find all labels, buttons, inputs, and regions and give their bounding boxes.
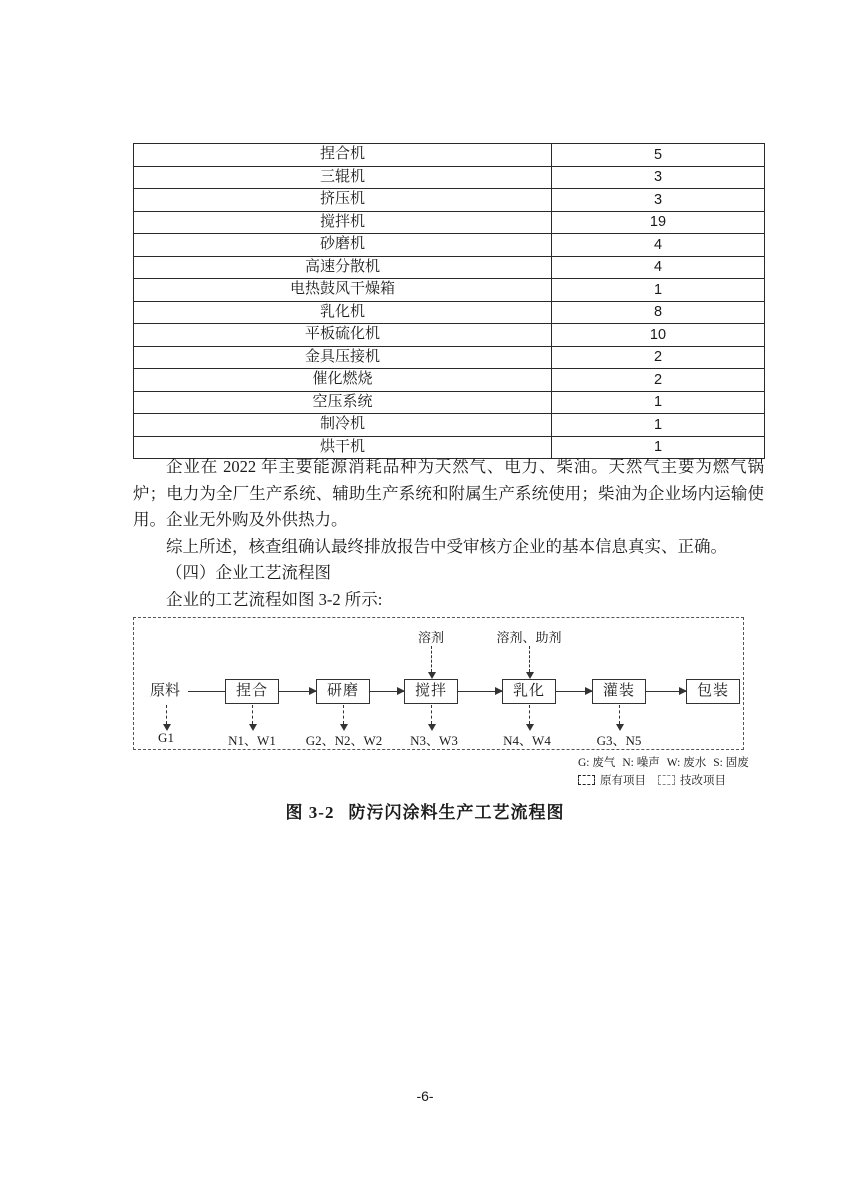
legend-code: W: 废水 (666, 757, 707, 769)
equipment-count-cell: 3 (552, 189, 765, 212)
equipment-count-cell: 3 (552, 166, 765, 189)
equipment-count-cell: 10 (552, 324, 765, 347)
input-label-solvent-additive: 溶剂、助剂 (496, 630, 562, 645)
figure-caption-label: 图 3-2 (285, 803, 335, 822)
legend-codes (578, 754, 756, 770)
paragraph-energy: 企业在 2022 年主要能源消耗品种为天然气、电力、柴油。天然气主要为燃气锅炉；电力为全厂生产系统、辅助生产系统和附属生产系统使用；柴油为企业场内运输使用。企业无外购及外供热力。 (133, 457, 764, 529)
equipment-name-cell: 搅拌机 (134, 211, 552, 234)
dashed-arrow-down-icon (343, 705, 344, 724)
process-step-box: 乳化 (502, 679, 556, 704)
figure-caption (0, 798, 850, 823)
equipment-name-cell: 砂磨机 (134, 234, 552, 257)
equipment-table (133, 143, 765, 459)
equipment-name-cell: 烘干机 (134, 436, 552, 459)
table-row (134, 391, 765, 414)
process-step-box: 搅拌 (404, 679, 458, 704)
arrow-right-icon (458, 691, 502, 692)
equipment-count-cell: 5 (552, 144, 765, 167)
process-step-box: 包装 (686, 679, 740, 704)
equipment-count-cell: 2 (552, 346, 765, 369)
table-row (134, 166, 765, 189)
emission-label: N1、W1 (228, 733, 276, 748)
table-row (134, 369, 765, 392)
equipment-name-cell: 催化燃烧 (134, 369, 552, 392)
emission-label: G2、N2、W2 (305, 733, 383, 748)
input-label-solvent: 溶剂 (417, 630, 445, 645)
arrow-right-icon (279, 691, 316, 692)
process-step-box: 灌装 (592, 679, 646, 704)
equipment-name-cell: 挤压机 (134, 189, 552, 212)
equipment-count-cell: 1 (552, 279, 765, 302)
figure-caption-title: 防污闪涂料生产工艺流程图 (348, 803, 565, 822)
equipment-name-cell: 三辊机 (134, 166, 552, 189)
equipment-name-cell: 金具压接机 (134, 346, 552, 369)
table-row (134, 189, 765, 212)
dashed-arrow-down-icon (166, 705, 167, 724)
connector-line (188, 691, 225, 692)
table-row (134, 256, 765, 279)
table-row (134, 346, 765, 369)
paragraph-figure-intro: 企业的工艺流程如图 3-2 所示: (166, 589, 383, 609)
existing-project-box-icon (578, 775, 595, 785)
table-row (134, 301, 765, 324)
equipment-count-cell: 2 (552, 369, 765, 392)
equipment-name-cell: 高速分散机 (134, 256, 552, 279)
renovation-project-box-icon (658, 775, 675, 785)
legend-label: 技改项目 (680, 775, 726, 787)
equipment-count-cell: 4 (552, 234, 765, 257)
dashed-arrow-down-icon (619, 705, 620, 724)
table-row (134, 414, 765, 437)
legend-code: N: 噪声 (622, 757, 660, 769)
dashed-arrow-down-icon (529, 646, 530, 672)
dashed-arrow-down-icon (252, 705, 253, 724)
equipment-count-cell: 8 (552, 301, 765, 324)
dashed-arrow-down-icon (431, 705, 432, 724)
equipment-count-cell: 4 (552, 256, 765, 279)
dashed-arrow-down-icon (431, 646, 432, 672)
process-step-box: 研磨 (316, 679, 370, 704)
equipment-name-cell: 平板硫化机 (134, 324, 552, 347)
equipment-name-cell: 捏合机 (134, 144, 552, 167)
body-text (133, 454, 764, 613)
paragraph-conclusion: 综上所述，核查组确认最终排放报告中受审核方企业的基本信息真实、正确。 (166, 536, 727, 556)
equipment-name-cell: 乳化机 (134, 301, 552, 324)
table-row (134, 324, 765, 347)
equipment-name-cell: 制冷机 (134, 414, 552, 437)
emission-label: N3、W3 (410, 733, 458, 748)
equipment-name-cell: 电热鼓风干燥箱 (134, 279, 552, 302)
emission-label: G3、N5 (596, 733, 642, 748)
equipment-count-cell: 1 (552, 436, 765, 459)
arrow-right-icon (556, 691, 592, 692)
page-number: -6- (416, 1088, 434, 1104)
process-flow-diagram (133, 617, 744, 750)
legend-code: G: 废气 (578, 757, 616, 769)
source-label: 原料 (149, 683, 180, 699)
arrow-right-icon (370, 691, 404, 692)
table-row (134, 144, 765, 167)
legend-label: 原有项目 (600, 775, 646, 787)
section-heading: （四）企业工艺流程图 (166, 563, 331, 582)
equipment-count-cell: 1 (552, 391, 765, 414)
process-step-box: 捏合 (225, 679, 279, 704)
dashed-arrow-down-icon (529, 705, 530, 724)
table-row (134, 279, 765, 302)
arrow-right-icon (646, 691, 686, 692)
emission-label: G1 (158, 730, 174, 745)
legend-project-types (578, 772, 726, 788)
table-row (134, 211, 765, 234)
equipment-name-cell: 空压系统 (134, 391, 552, 414)
table-row (134, 234, 765, 257)
legend-code: S: 固废 (713, 757, 749, 769)
equipment-count-cell: 19 (552, 211, 765, 234)
equipment-count-cell: 1 (552, 414, 765, 437)
emission-label: N4、W4 (503, 733, 551, 748)
